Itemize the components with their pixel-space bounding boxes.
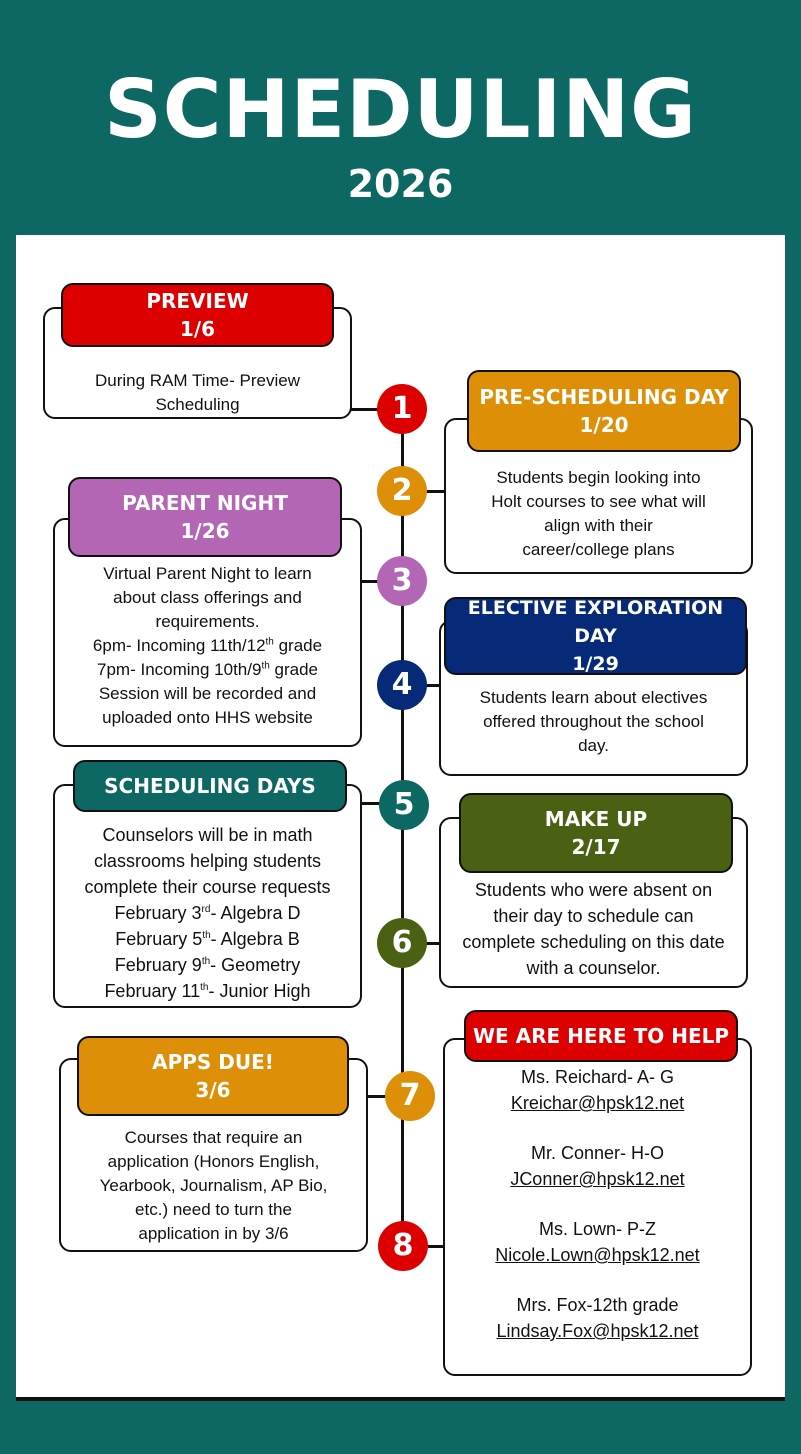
contact-3-email[interactable]: Nicole.Lown@hpsk12.net [495,1245,700,1265]
elective-title: ELECTIVE EXPLORATION DAY [467,597,724,647]
scheduling-days-line-3: complete their course requests [84,877,331,897]
contact-2-email[interactable]: JConner@hpsk12.net [510,1169,685,1189]
scheduling-days-header [73,760,347,812]
scheduling-date-4: February 11th- Junior High [104,981,311,1001]
contact-4-name: Mrs. Fox-12th grade [516,1295,679,1315]
contact-1-name: Ms. Reichard- A- G [520,1067,675,1087]
connector-2 [426,490,446,493]
make-up-line-3: complete scheduling on this date [462,932,725,952]
pre-scheduling-title: PRE-SCHEDULING DAY [479,385,729,409]
preview-line-2: Scheduling [155,395,240,414]
step-5-badge: 5 [379,780,429,830]
scheduling-days-line-1: Counselors will be in math [102,825,313,845]
parent-night-session-1: 6pm- Incoming 11th/12th grade [92,636,323,655]
apps-due-date: 3/6 [195,1078,231,1102]
apps-due-line-4: etc.) need to turn the [135,1200,292,1219]
help-header [464,1010,738,1062]
scheduling-days-title: SCHEDULING DAYS [104,774,316,798]
scheduling-days-line-2: classrooms helping students [93,851,322,871]
step-6-badge: 6 [377,918,427,968]
help-card [443,1038,752,1376]
preview-date: 1/6 [179,317,216,341]
page-title: SCHEDULING [104,63,697,156]
parent-night-line-6: Session will be recorded and [98,684,317,703]
apps-due-line-1: Courses that require an [124,1128,303,1147]
pre-scheduling-date: 1/20 [579,413,629,437]
pre-scheduling-line-2: Holt courses to see what will [491,492,706,511]
preview-line-1: During RAM Time- Preview [95,371,300,390]
parent-night-line-1: Virtual Parent Night to learn [103,564,312,583]
apps-due-header [77,1036,349,1116]
step-8-badge: 8 [378,1221,428,1271]
scheduling-days-card [53,784,362,1008]
help-title: WE ARE HERE TO HELP [472,1024,730,1048]
parent-night-title: PARENT NIGHT [122,491,288,515]
pre-scheduling-header [467,370,741,452]
pre-scheduling-line-1: Students begin looking into [496,468,701,487]
make-up-header [459,793,733,873]
connector-1 [350,408,380,411]
contact-1-email[interactable]: Kreichar@hpsk12.net [510,1093,685,1113]
step-1-badge: 1 [377,384,427,434]
elective-line-3: day. [578,736,609,755]
contact-3-name: Ms. Lown- P-Z [538,1219,657,1239]
connector-6 [426,942,440,945]
contact-2-name: Mr. Conner- H-O [530,1143,665,1163]
scheduling-date-2: February 5th- Algebra B [115,929,300,949]
preview-title: PREVIEW [146,289,249,313]
make-up-date: 2/17 [571,835,621,859]
parent-night-header [68,477,342,557]
parent-night-line-3: requirements. [155,612,260,631]
pre-scheduling-line-4: career/college plans [522,540,675,559]
make-up-line-2: their day to schedule can [493,906,694,926]
step-2-badge: 2 [377,466,427,516]
parent-night-line-2: about class offerings and [113,588,302,607]
elective-header [444,597,747,675]
connector-4 [426,684,440,687]
parent-night-line-7: uploaded onto HHS website [102,708,313,727]
elective-line-2: offered throughout the school [483,712,704,731]
elective-line-1: Students learn about electives [479,688,708,707]
apps-due-line-5: application in by 3/6 [138,1224,289,1243]
make-up-line-4: with a counselor. [526,958,661,978]
connector-7 [366,1095,386,1098]
preview-header [61,283,334,347]
parent-night-date: 1/26 [180,519,230,543]
make-up-title: MAKE UP [544,807,648,831]
apps-due-title: APPS DUE! [152,1050,274,1074]
make-up-line-1: Students who were absent on [474,880,713,900]
pre-scheduling-line-3: align with their [544,516,653,535]
apps-due-line-2: application (Honors English, [107,1152,320,1171]
parent-night-session-2: 7pm- Incoming 10th/9th grade [97,660,318,679]
step-7-badge: 7 [385,1071,435,1121]
page-year: 2026 [347,162,454,206]
connector-8 [428,1245,444,1248]
step-4-badge: 4 [377,660,427,710]
scheduling-date-3: February 9th- Geometry [114,955,301,975]
scheduling-date-1: February 3rd- Algebra D [114,903,301,923]
contact-4-email[interactable]: Lindsay.Fox@hpsk12.net [496,1321,699,1341]
apps-due-line-3: Yearbook, Journalism, AP Bio, [99,1176,328,1195]
elective-date: 1/29 [572,653,619,675]
step-3-badge: 3 [377,556,427,606]
